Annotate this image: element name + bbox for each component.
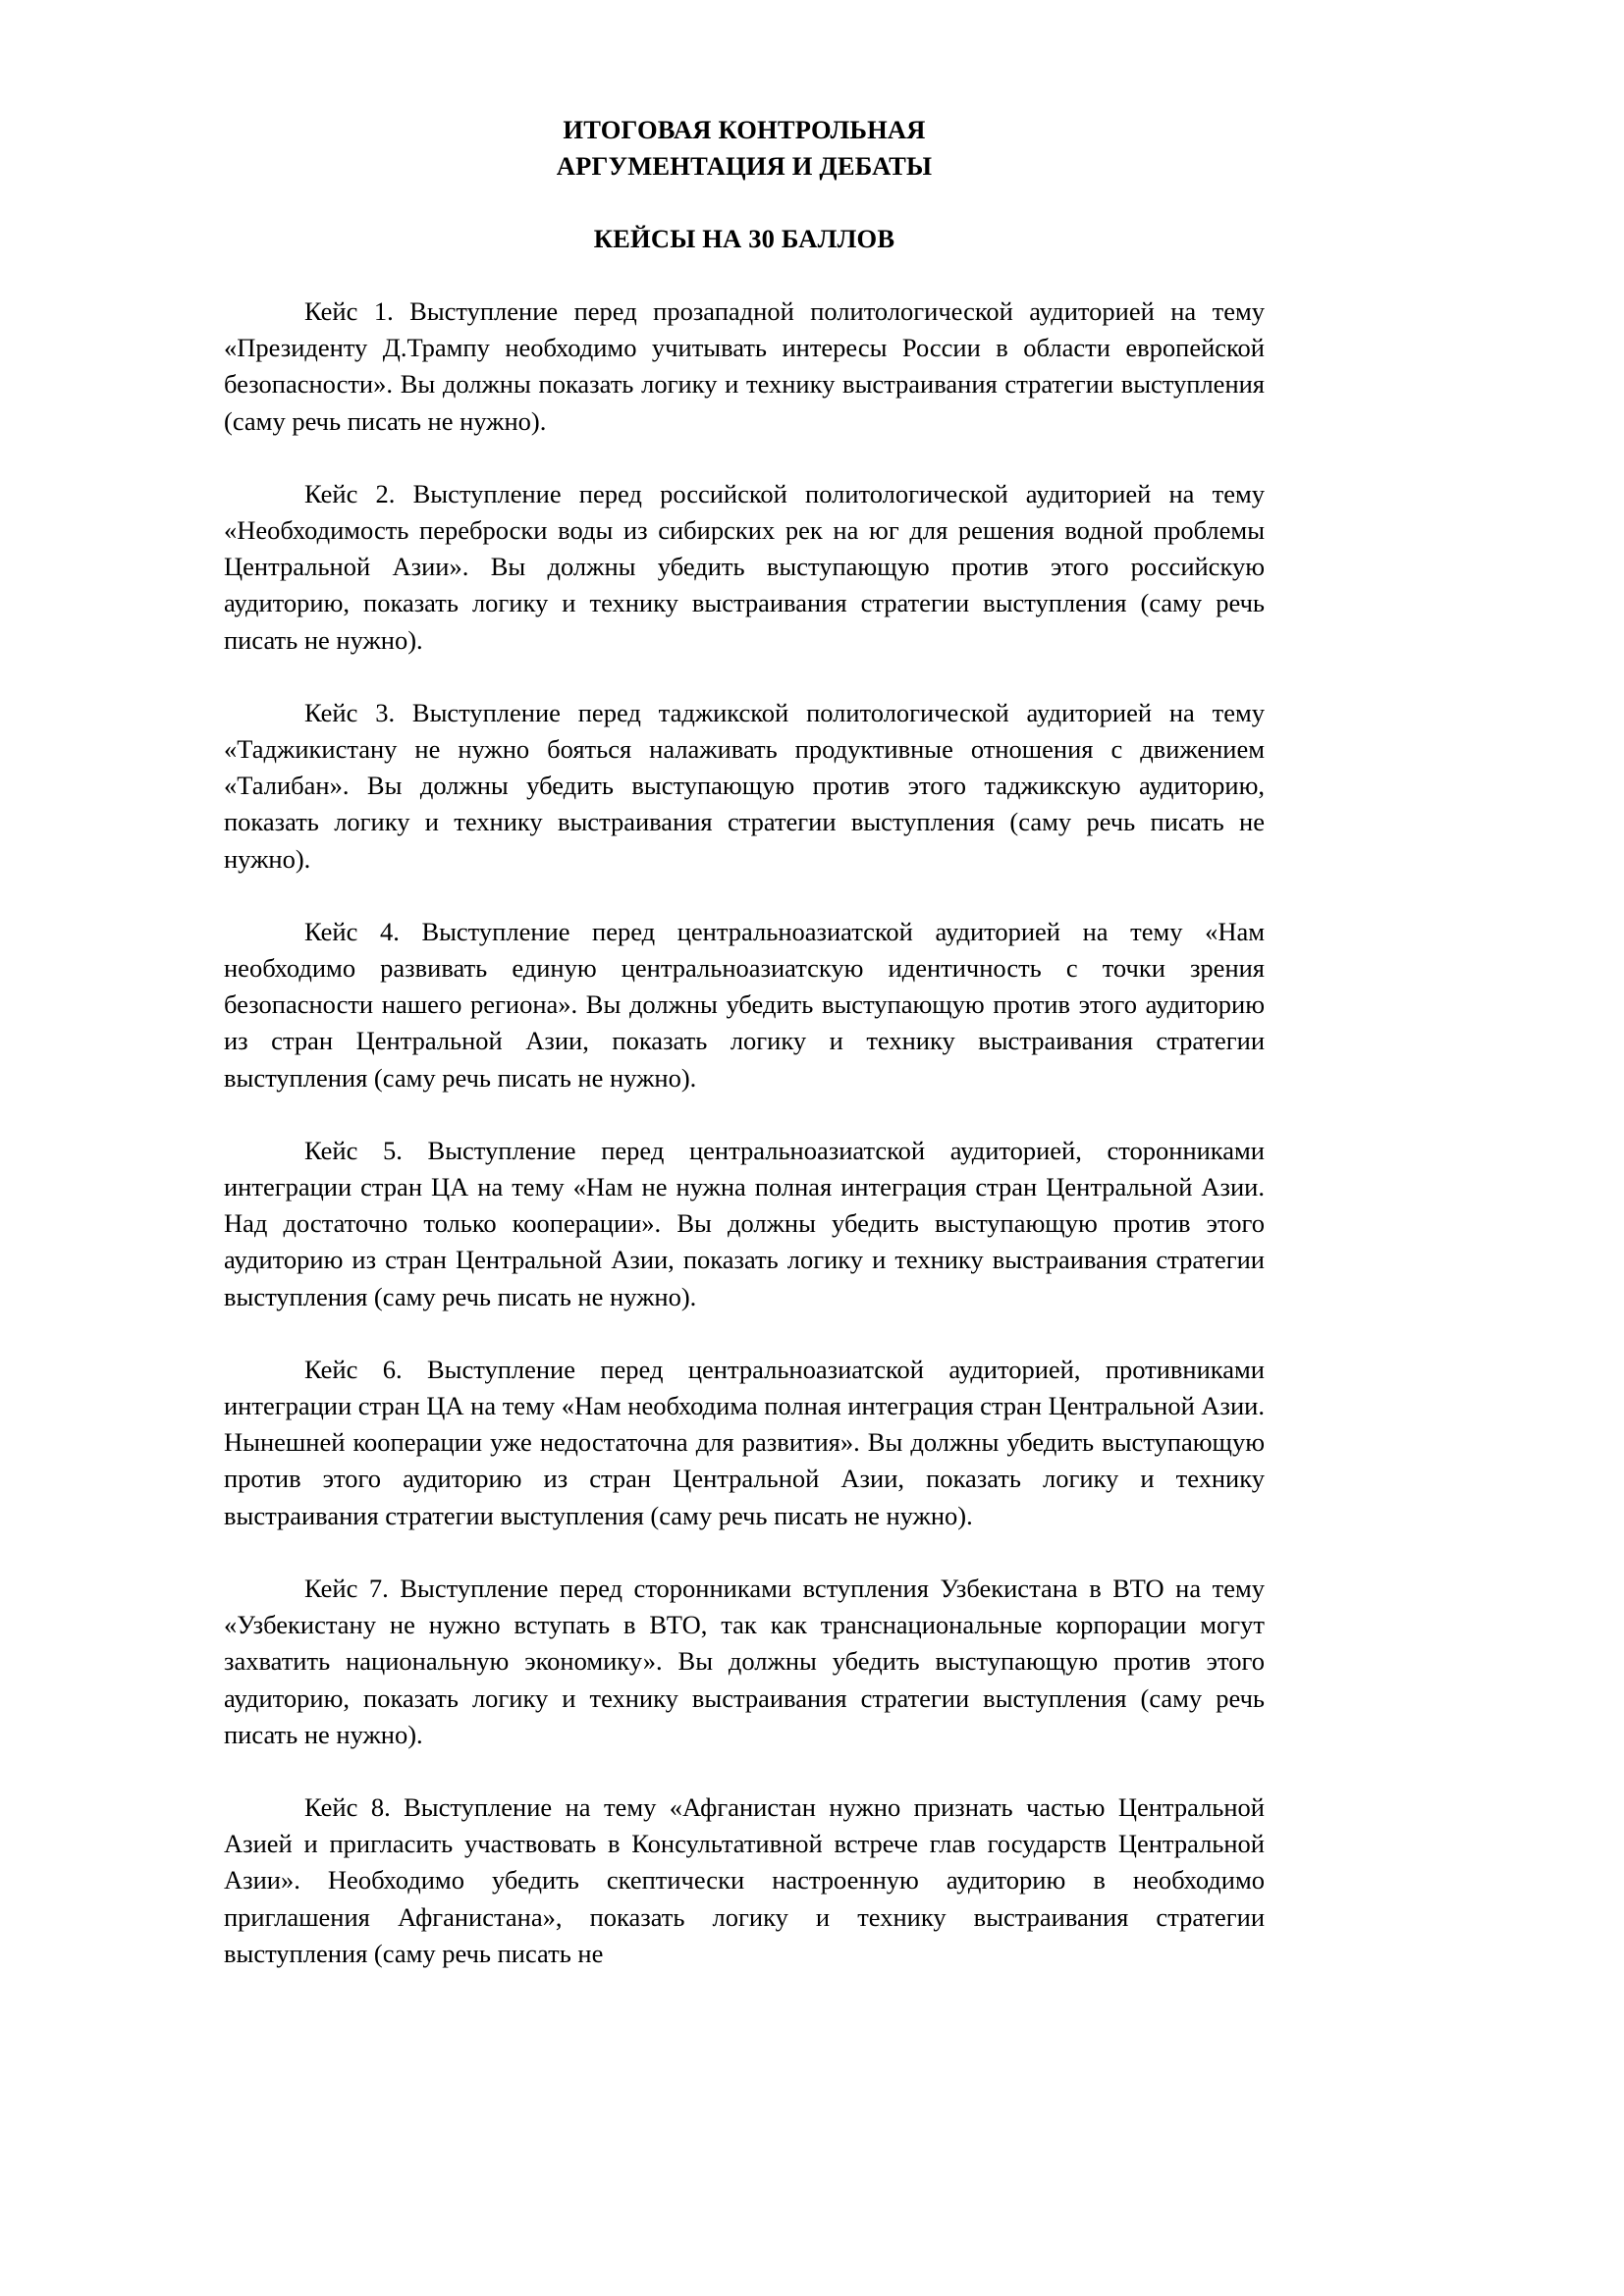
case-gap bbox=[224, 1315, 1265, 1352]
document-title-line-2: АРГУМЕНТАЦИЯ И ДЕБАТЫ bbox=[556, 151, 933, 181]
case-paragraph-6: Кейс 6. Выступление перед центральноазиатской аудиторией, противниками интеграции стран ЦА на тему «Нам необходима полная интеграция стран Центральной Азии. Нынешней кооперации уже недостаточна для развития». Вы должны убедить выступающую против этого аудиторию из стран Центральной Азии, показать логику и технику выстраивания стратегии выступления (саму речь писать не нужно). bbox=[224, 1354, 1265, 1530]
case-paragraph-4: Кейс 4. Выступление перед центральноазиатской аудиторией на тему «Нам необходимо развивать единую центральноазиатскую идентичность с точки зрения безопасности нашего региона». Вы должны убедить выступающую против этого аудиторию из стран Центральной Азии, показать логику и технику выстраивания стратегии выступления (саму речь писать не нужно). bbox=[224, 916, 1265, 1093]
case-gap bbox=[224, 440, 1265, 476]
case-paragraph-7: Кейс 7. Выступление перед сторонниками вступления Узбекистана в ВТО на тему «Узбекистану не нужно вступать в ВТО, так как транснациональные корпорации могут захватить национальную экономику». Вы должны убедить выступающую против этого аудиторию, показать логику и технику выстраивания стратегии выступления (саму речь писать не нужно). bbox=[224, 1573, 1265, 1749]
case-paragraph-8: Кейс 8. Выступление на тему «Афганистан нужно признать частью Центральной Азией и пригласить участвовать в Консультативной встрече глав государств Центральной Азии». Необходимо убедить скептически настроенную аудиторию в необходимо приглашения Афганистана», показать логику и технику выстраивания стратегии выступления (саму речь писать не bbox=[224, 1791, 1265, 1968]
section-heading: КЕЙСЫ НА 30 БАЛЛОВ bbox=[593, 224, 895, 253]
case-paragraph-1: Кейс 1. Выступление перед прозападной политологической аудиторией на тему «Президенту Д.Трампу необходимо учитывать интересы России в области европейской безопасности». Вы должны показать логику и технику выстраивания стратегии выступления (саму речь писать не нужно). bbox=[224, 296, 1265, 436]
title-heading-spacer bbox=[224, 185, 1265, 221]
case-paragraph-2: Кейс 2. Выступление перед российской политологической аудиторией на тему «Необходимость переброски воды из сибирских рек на юг для решения водной проблемы Центральной Азии». Вы должны убедить выступающую против этого российскую аудиторию, показать логику и технику выстраивания стратегии выступления (саму речь писать не нужно). bbox=[224, 478, 1265, 655]
document-title bbox=[224, 112, 1265, 185]
case-paragraph-3: Кейс 3. Выступление перед таджикской политологической аудиторией на тему «Таджикистану не нужно бояться налаживать продуктивные отношения с движением «Талибан». Вы должны убедить выступающую против этого таджикскую аудиторию, показать логику и технику выстраивания стратегии выступления (саму речь писать не нужно). bbox=[224, 697, 1265, 874]
case-list bbox=[224, 294, 1265, 1972]
case-gap bbox=[224, 1753, 1265, 1789]
case-paragraph-5: Кейс 5. Выступление перед центральноазиатской аудиторией, сторонниками интеграции стран ЦА на тему «Нам не нужна полная интеграция стран Центральной Азии. Над достаточно только кооперации». Вы должны убедить выступающую против этого аудиторию из стран Центральной Азии, показать логику и технику выстраивания стратегии выступления (саму речь писать не нужно). bbox=[224, 1135, 1265, 1311]
case-gap bbox=[224, 659, 1265, 695]
case-gap bbox=[224, 1096, 1265, 1133]
case-gap bbox=[224, 1534, 1265, 1571]
heading-body-spacer bbox=[224, 257, 1265, 294]
top-margin-spacer bbox=[224, 0, 1265, 112]
page-content bbox=[224, 0, 1265, 1972]
document-title-line-1: ИТОГОВАЯ КОНТРОЛЬНАЯ bbox=[563, 115, 926, 144]
case-gap bbox=[224, 878, 1265, 914]
